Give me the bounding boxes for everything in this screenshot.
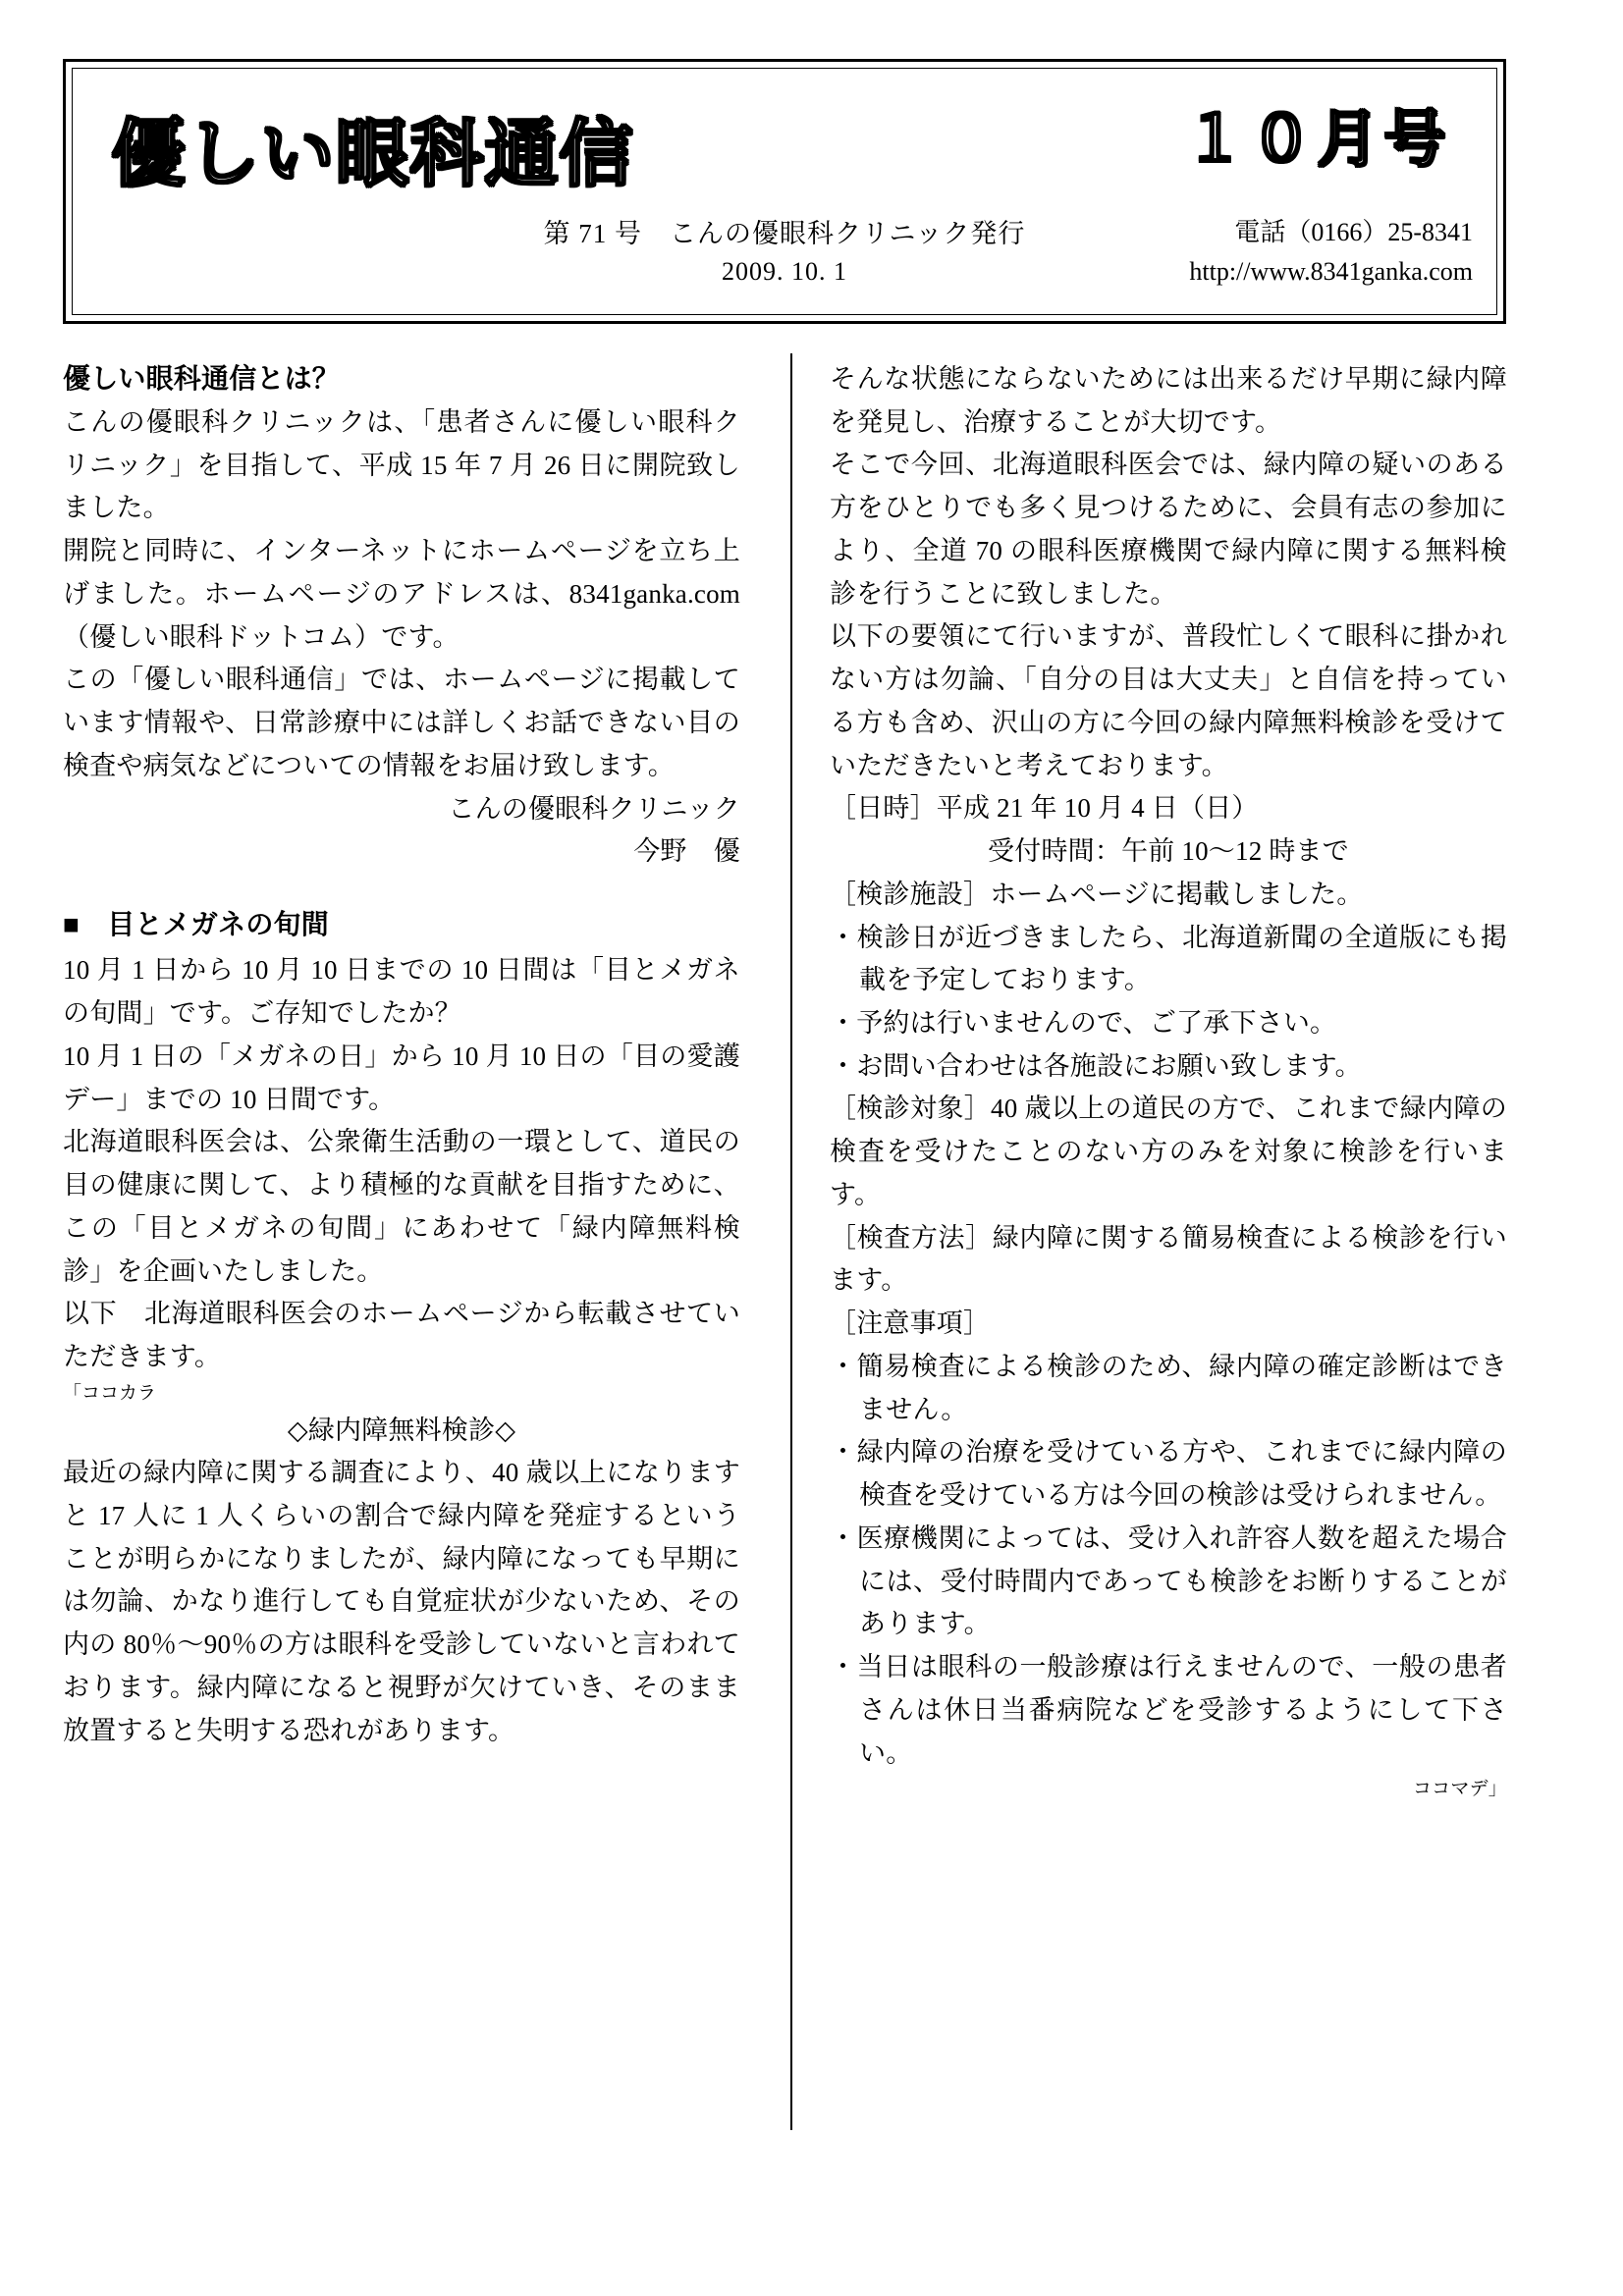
about-paragraph-1: こんの優眼科クリニックは、「患者さんに優しい眼科クリニック」を目指して、平成 15 年 7 月 26 日に開院致しました。 <box>63 407 740 523</box>
target-label: ［検診対象］40 歳以上の道民の方で、これまで緑内障の検査を受けたことのない方のみを対象に検診を行います。 <box>830 1094 1507 1209</box>
week-paragraph-3: 北海道眼科医会は、公衆衛生活動の一環として、道民の目の健康に関して、より積極的な貢献を目指すために、この「目とメガネの旬間」にあわせて「緑内障無料検診」を企画いたしました。 <box>63 1127 740 1286</box>
issue-date: 2009. 10. 1 <box>722 257 847 286</box>
facility-note-3: ・お問い合わせは各施設にお願い致します。 <box>830 1050 1362 1081</box>
note-2: ・緑内障の治療を受けている方や、これまでに緑内障の検査を受けている方は今回の検診は受けられません。 <box>830 1437 1507 1511</box>
spacer-1 <box>63 874 740 903</box>
notes-title: ［注意事項］ <box>830 1308 991 1339</box>
month-badge: １０月号 <box>1183 103 1451 175</box>
screening-paragraph-1: 最近の緑内障に関する調査により、40 歳以上になりますと 17 人に 1 人くらいの割合で緑内障を発症するということが明らかになりましたが、緑内障になっても早期には勿論、かなり進行しても自覚症状が少ないため、その内の 80％〜90％の方は眼科を受診していないと言われております。緑内障になると視野が欠けていき、そのまま放置すると失明する恐れがあります。 <box>63 1458 740 1745</box>
masthead-inner-border <box>72 68 1497 315</box>
column-divider <box>790 353 792 2130</box>
right-column <box>830 358 1507 1805</box>
section-title-eye-glasses-week: ■ 目とメガネの旬間 <box>63 910 329 941</box>
section-title-free-screening: ◇緑内障無料検診◇ <box>287 1415 516 1445</box>
right-paragraph-3: 以下の要領にて行いますが、普段忙しくて眼科に掛かれない方は勿論、「自分の目は大丈夫」と自信を持っている方も含め、沢山の方に今回の緑内障無料検診を受けていただきたいと考えております。 <box>830 621 1507 780</box>
page-title: 優しい眼科通信 <box>112 112 634 196</box>
week-paragraph-2: 10 月 1 日の「メガネの日」から 10 月 10 日の「目の愛護デー」までの 10 日間です。 <box>63 1041 740 1114</box>
issue-line: 第 71 号 こんの優眼科クリニック発行 <box>543 219 1026 248</box>
signature-name: 今野 優 <box>633 836 740 867</box>
facility-note-2: ・予約は行いませんので、ご了承下さい。 <box>830 1008 1337 1039</box>
left-column <box>63 358 740 1752</box>
masthead <box>63 59 1506 324</box>
quote-end-marker: ココマデ」 <box>1412 1779 1507 1800</box>
signature-clinic: こんの優眼科クリニック <box>448 793 740 824</box>
week-paragraph-1: 10 月 1 日から 10 月 10 日までの 10 日間は「目とメガネの旬間」です。ご存知でしたか？ <box>63 955 740 1029</box>
contact-phone: 電話（0166）25-8341 <box>1234 218 1473 246</box>
facility-note-1: ・検診日が近づきましたら、北海道新聞の全道版にも掲載を予定しております。 <box>830 922 1507 995</box>
right-paragraph-2: そこで今回、北海道眼科医会では、緑内障の疑いのある方をひとりでも多く見つけるために、会員有志の参加により、全道 70 の眼科医療機関で緑内障に関する無料検診を行うことに致しました。 <box>830 450 1507 609</box>
about-paragraph-2: 開院と同時に、インターネットにホームページを立ち上げました。ホームページのアドレスは、8341ganka.com（優しい眼科ドットコム）です。 <box>63 536 740 652</box>
about-paragraph-3: この「優しい眼科通信」では、ホームページに掲載しています情報や、日常診療中には詳しくお話できない目の検査や病気などについての情報をお届け致します。 <box>63 665 740 780</box>
right-paragraph-1: そんな状態にならないためには出来るだけ早期に緑内障を発見し、治療することが大切です。 <box>830 364 1507 437</box>
contact-url[interactable]: http://www.8341ganka.com <box>1189 257 1473 286</box>
note-4: ・当日は眼科の一般診療は行えませんので、一般の患者さんは休日当番病院などを受診するようにして下さい。 <box>830 1652 1507 1768</box>
note-1: ・簡易検査による検診のため、緑内障の確定診断はできません。 <box>830 1351 1507 1424</box>
quote-start-marker: 「ココカラ <box>63 1382 157 1404</box>
note-3: ・医療機関によっては、受け入れ許容人数を超えた場合には、受付時間内であっても検診をお断りすることがあります。 <box>830 1522 1507 1639</box>
facility-label: ［検診施設］ホームページに掲載しました。 <box>830 879 1364 909</box>
section-title-about: 優しい眼科通信とは？ <box>63 362 341 395</box>
datetime-sub: 受付時間：午前 10〜12 時まで <box>988 836 1349 867</box>
method-label: ［検査方法］緑内障に関する簡易検査による検診を行います。 <box>830 1222 1507 1296</box>
datetime-label: ［日時］平成 21 年 10 月 4 日（日） <box>830 793 1259 824</box>
week-paragraph-4: 以下 北海道眼科医会のホームページから転載させていただきます。 <box>63 1299 740 1372</box>
